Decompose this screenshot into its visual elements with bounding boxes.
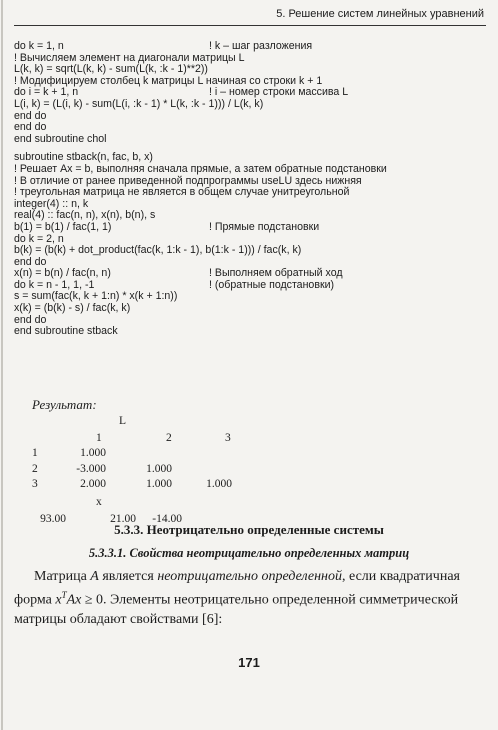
code-text: L(i, k) = (L(i, k) - sum(L(i, :k - 1) * L(k, :k - 1))) / L(k, k): [14, 97, 264, 110]
table-cell: 1.000: [146, 478, 172, 490]
row-index-2: 2: [32, 463, 38, 475]
x-value: 21.00: [110, 513, 136, 525]
body-paragraph: Матрица A является неотрицательно определенной, если квадратичная форма $x^TAx \ge 0$. Элементы неотрицательно определенной симметрической матрицы обладают свойствами [6]:: [14, 569, 460, 627]
row-index-1: 1: [32, 447, 38, 459]
table-cell: 1.000: [146, 463, 172, 475]
col-header-3: 3: [225, 432, 231, 444]
code-block-stback: [14, 152, 484, 338]
code-line: [14, 134, 484, 146]
section-title: 5.3.3. Неотрицательно определенные системы: [114, 522, 384, 537]
code-text: do k = n - 1, 1, -1: [14, 278, 95, 291]
vector-x-label: x: [96, 496, 102, 508]
code-text: end do: [14, 121, 47, 134]
code-text: end subroutine stback: [14, 325, 118, 338]
code-text: do k = 2, n: [14, 232, 64, 245]
code-text: end do: [14, 313, 47, 326]
code-text: end do: [14, 109, 47, 122]
table-cell: 1.000: [206, 478, 232, 490]
code-text: ! Решает Ax = b, выполняя сначала прямые, а затем обратные подстановки: [14, 162, 387, 175]
result-label: Результат:: [32, 397, 97, 412]
code-line: [14, 41, 484, 53]
code-line: [14, 326, 484, 338]
row-index-3: 3: [32, 478, 38, 490]
code-text: end subroutine chol: [14, 132, 107, 145]
table-cell: 2.000: [80, 478, 106, 490]
code-text: integer(4) :: n, k: [14, 197, 89, 210]
code-line: [14, 245, 484, 257]
code-line: [14, 303, 484, 315]
code-comment: ! Прямые подстановки: [209, 220, 320, 233]
code-text: L(k, k) = sqrt(L(k, k) - sum(L(k, :k - 1)**2)): [14, 63, 208, 76]
code-comment: ! i – номер строки массива L: [209, 86, 349, 99]
table-cell: 1.000: [80, 447, 106, 459]
code-comment: ! Выполняем обратный ход: [209, 267, 343, 280]
code-text: b(k) = (b(k) + dot_product(fac(k, 1:k - 1), b(1:k - 1))) / fac(k, k): [14, 244, 302, 257]
code-text: end do: [14, 255, 47, 268]
subsection-title: 5.3.3.1. Свойства неотрицательно определенных матриц: [88, 546, 410, 560]
table-cell: -3.000: [76, 463, 106, 475]
code-text: ! Модифицируем столбец k матрицы L начиная со строки k + 1: [14, 74, 323, 87]
code-text: do i = k + 1, n: [14, 86, 79, 99]
x-value: -14.00: [152, 513, 182, 525]
code-line: [14, 99, 484, 111]
code-line: [14, 164, 484, 176]
code-text: real(4) :: fac(n, n), x(n), b(n), s: [14, 209, 156, 222]
code-text: x(n) = b(n) / fac(n, n): [14, 267, 111, 280]
code-text: b(1) = b(1) / fac(1, 1): [14, 220, 112, 233]
binding-edge: [1, 0, 3, 730]
col-header-1: 1: [96, 432, 102, 444]
code-line: [14, 222, 484, 234]
x-value: 93.00: [40, 513, 66, 525]
code-text: do k = 1, n: [14, 40, 64, 52]
code-listing: [14, 41, 484, 338]
page-number: 171: [238, 655, 260, 670]
running-header: 5. Решение систем линейных уравнений: [276, 8, 484, 20]
code-text: s = sum(fac(k, k + 1:n) * x(k + 1:n)): [14, 290, 178, 303]
code-text: x(k) = (b(k) - s) / fac(k, k): [14, 302, 131, 315]
code-text: ! Вычисляем элемент на диагонали матрицы L: [14, 51, 245, 64]
code-line: [14, 122, 484, 134]
code-text: ! треугольная матрица не является в общем случае унитреугольной: [14, 186, 350, 199]
code-text: ! В отличие от ранее приведенной подпрограммы useLU здесь нижняя: [14, 174, 362, 187]
matrix-L-label: L: [119, 415, 127, 427]
col-header-2: 2: [166, 432, 172, 444]
code-block-chol-end: [14, 41, 484, 145]
code-line: [14, 187, 484, 199]
code-comment: ! k – шаг разложения: [209, 40, 313, 52]
code-comment: ! (обратные подстановки): [209, 278, 335, 291]
header-rule: [14, 25, 486, 26]
code-line: [14, 111, 484, 123]
code-text: subroutine stback(n, fac, b, x): [14, 151, 153, 164]
